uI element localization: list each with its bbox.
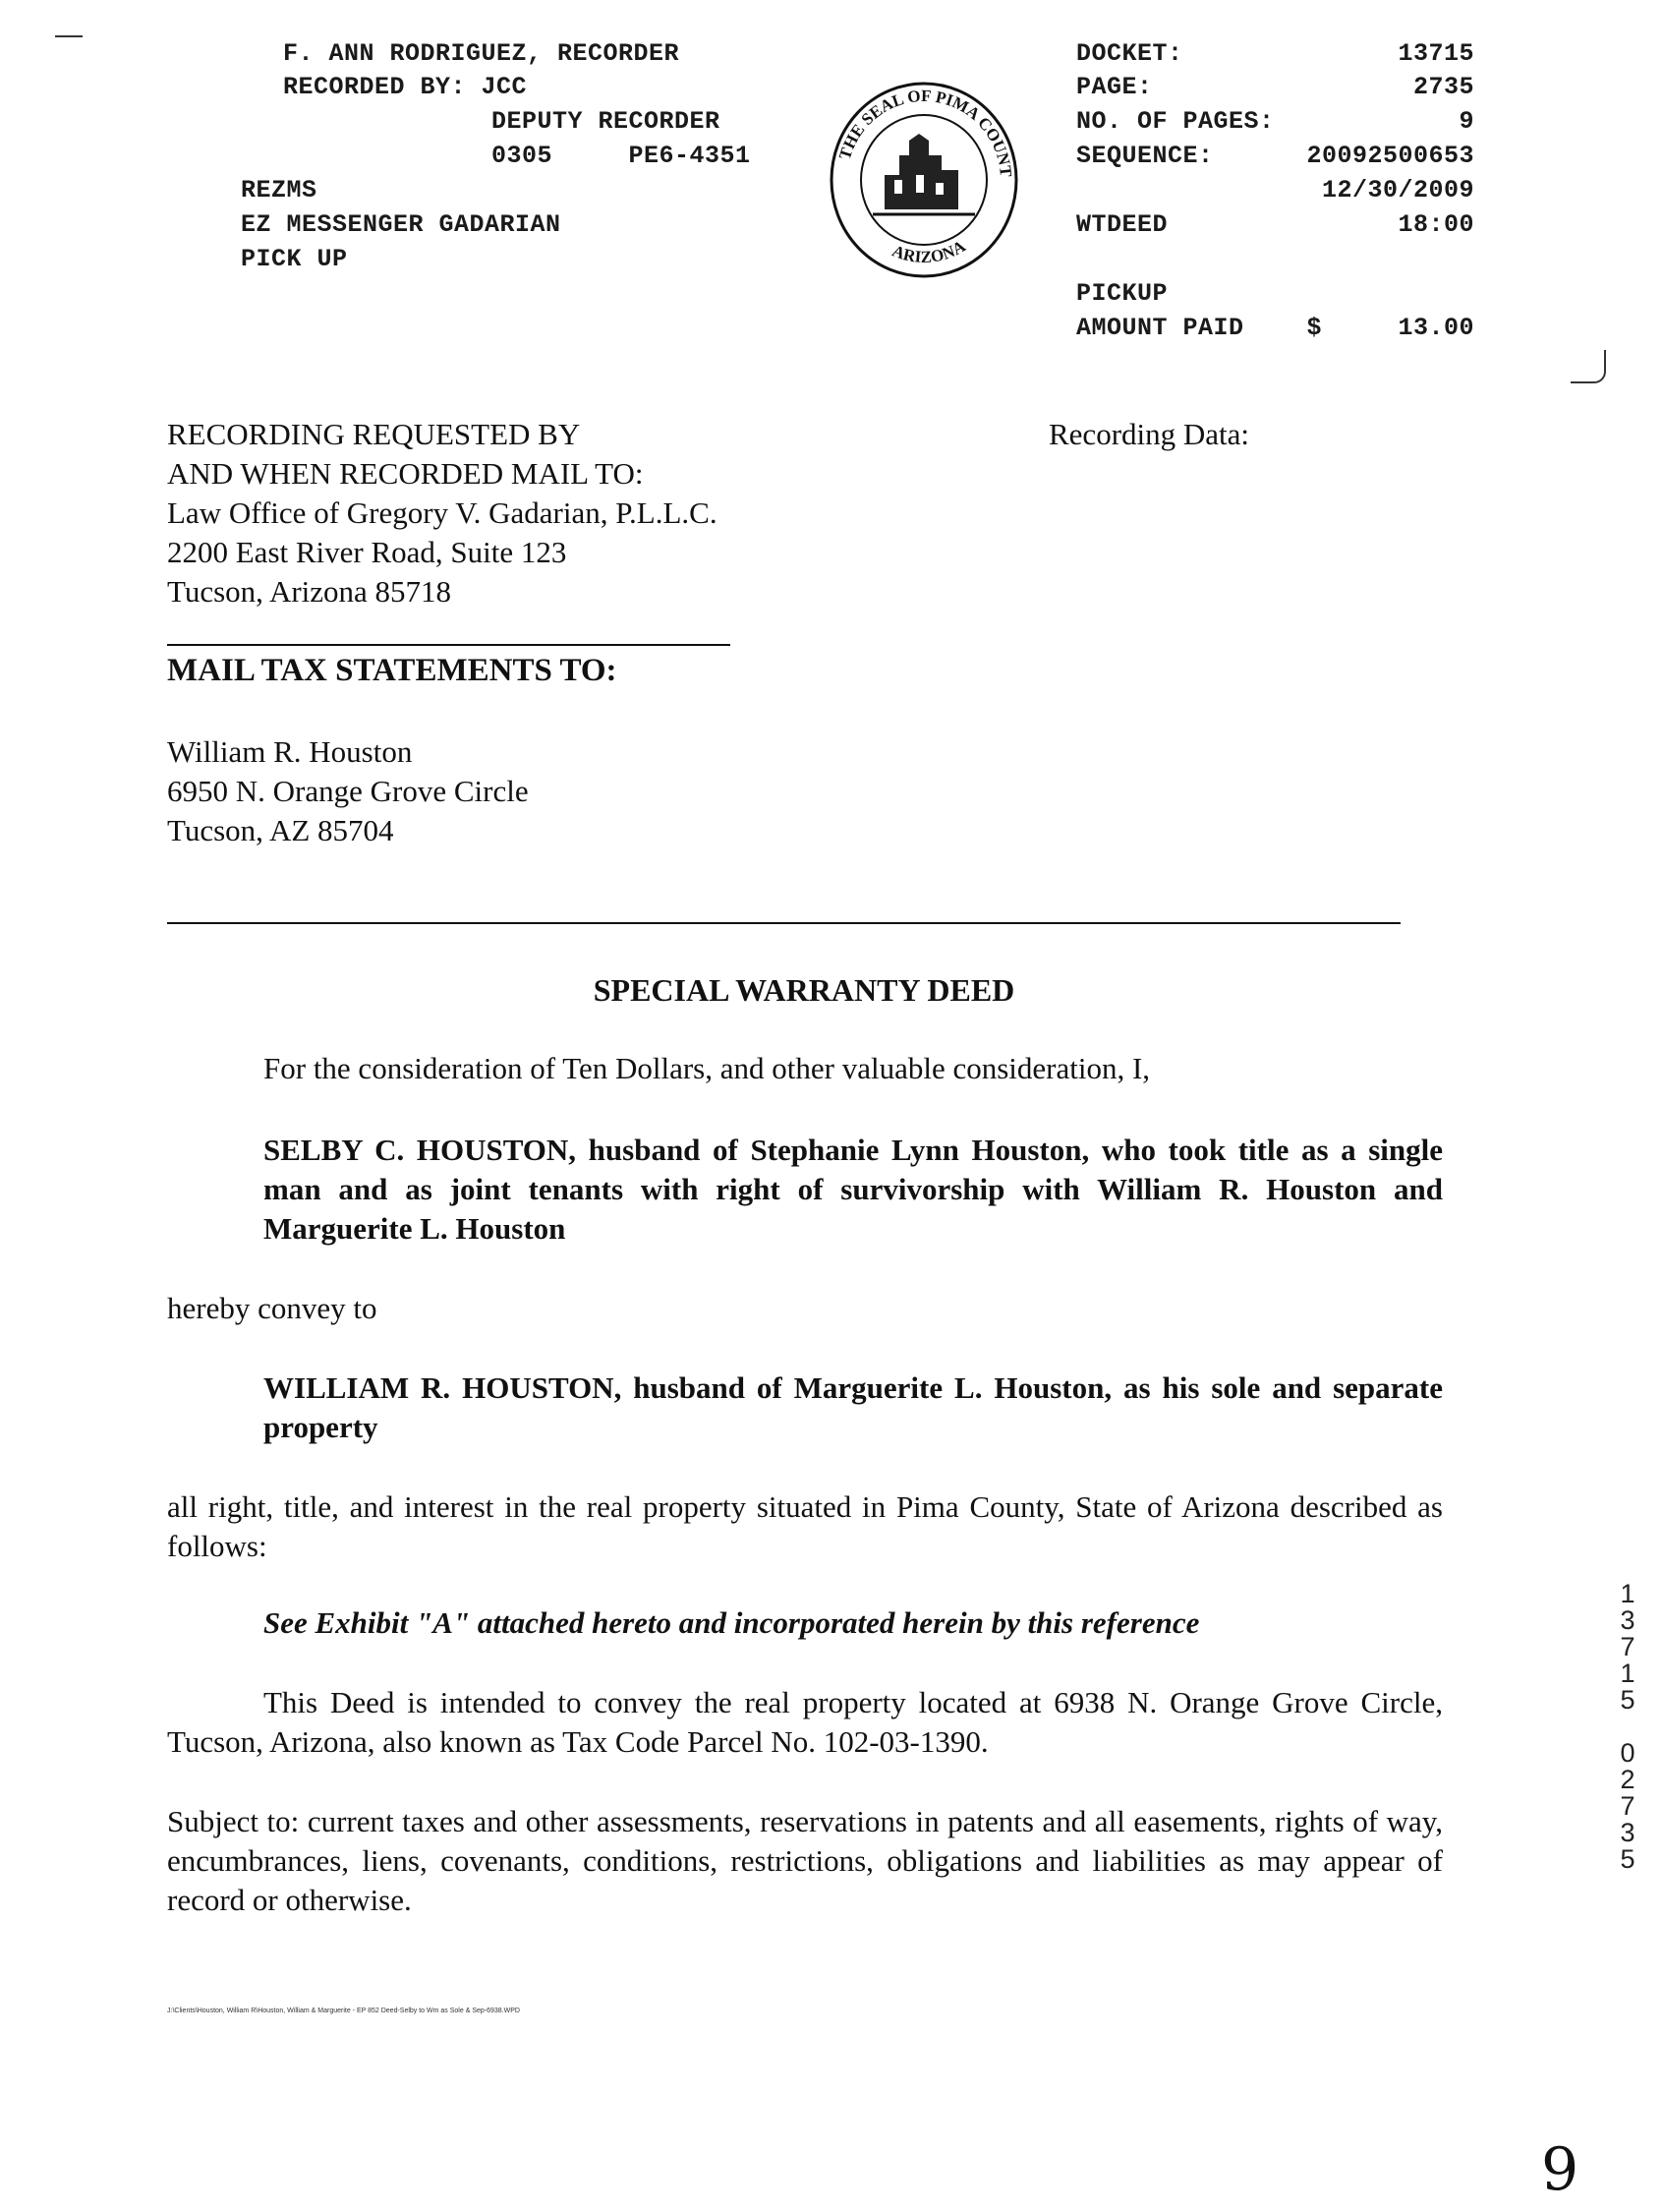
consideration-clause: For the consideration of Ten Dollars, and other valuable consideration, I, <box>263 1051 1151 1085</box>
amount-value: $ 13.00 <box>1306 314 1474 342</box>
pickup-label: PICKUP <box>1076 279 1169 308</box>
margin-docket-digit: 3 <box>1620 1818 1635 1847</box>
county-seal <box>826 77 1022 283</box>
rezms-line: REZMS <box>241 176 317 204</box>
margin-mark <box>55 35 83 37</box>
margin-docket-digit: 2 <box>1620 1765 1635 1794</box>
subject-to-clause: Subject to: current taxes and other assessments, reservations in patents and all easements, rights of way, encumbrances, liens, covenants, conditions, restrictions, obligations and liabilities as may appear of record or otherwise. <box>167 1804 1443 1917</box>
margin-docket-digit: 5 <box>1620 1685 1635 1715</box>
law-office-street: 2200 East River Road, Suite 123 <box>167 535 567 569</box>
margin-docket-digit: 1 <box>1620 1659 1635 1688</box>
recording-data-label: Recording Data: <box>1049 417 1250 451</box>
tax-city: Tucson, AZ 85704 <box>167 813 394 847</box>
pages-count-label: NO. OF PAGES: <box>1076 107 1275 136</box>
amount-label: AMOUNT PAID <box>1076 314 1244 342</box>
divider-short <box>167 644 730 646</box>
seal-graphic <box>826 77 1022 283</box>
docket-row <box>1076 39 1474 68</box>
property-clause: all right, title, and interest in the real property situated in Pima County, State of Arizona described as follows: <box>167 1489 1443 1563</box>
page-label: PAGE: <box>1076 73 1153 101</box>
law-office-name: Law Office of Gregory V. Gadarian, P.L.L.C. <box>167 495 717 530</box>
messenger-line: EZ MESSENGER GADARIAN <box>241 210 561 239</box>
amount-row <box>1076 314 1474 342</box>
convey-phrase: hereby convey to <box>167 1291 377 1325</box>
date-value: 12/30/2009 <box>1321 176 1474 204</box>
svg-text:THE SEAL OF PIMA COUNTY: THE SEAL OF PIMA COUNT <box>834 86 1016 178</box>
docket-label: DOCKET: <box>1076 39 1183 68</box>
pages-count-value: 9 <box>1459 107 1474 136</box>
sequence-label: SEQUENCE: <box>1076 142 1214 170</box>
law-office-city: Tucson, Arizona 85718 <box>167 574 452 609</box>
sequence-row <box>1076 142 1474 170</box>
svg-text:ARIZONA: ARIZONA <box>889 236 969 267</box>
tax-statements-heading: MAIL TAX STATEMENTS TO: <box>167 653 617 688</box>
recording-requested-line2: AND WHEN RECORDED MAIL TO: <box>167 456 644 491</box>
deputy-recorder: DEPUTY RECORDER <box>491 107 720 136</box>
doctype-label: WTDEED <box>1076 210 1169 239</box>
handwritten-page-number: 9 <box>1541 2135 1579 2204</box>
margin-docket-digit: 3 <box>1620 1605 1635 1635</box>
page-row <box>1076 73 1474 101</box>
date-row <box>1076 176 1474 204</box>
pickup-line: PICK UP <box>241 245 348 273</box>
recorder-code: 0305 PE6-4351 <box>491 142 751 170</box>
margin-docket-digit <box>1613 1714 1642 1740</box>
margin-bracket <box>1571 350 1606 383</box>
grantor-clause: SELBY C. HOUSTON, husband of Stephanie Lynn Houston, who took title as a single man and as joint tenants with right of survivorship with William R. Houston and Marguerite L. Houston <box>263 1133 1443 1246</box>
recorded-by: RECORDED BY: JCC <box>283 73 528 101</box>
time-value: 18:00 <box>1398 210 1474 239</box>
docket-value: 13715 <box>1398 39 1474 68</box>
exhibit-reference: See Exhibit "A" attached hereto and incorporated herein by this reference <box>263 1605 1200 1640</box>
margin-docket-number <box>1613 1581 1642 1873</box>
doctype-row <box>1076 210 1474 239</box>
divider-long <box>167 922 1401 924</box>
margin-docket-digit: 1 <box>1620 1579 1635 1608</box>
margin-docket-digit: 0 <box>1620 1738 1635 1768</box>
intent-clause: This Deed is intended to convey the real property located at 6938 N. Orange Grove Circle, Tucson, Arizona, also known as Tax Code Parcel No. 102-03-1390. <box>167 1685 1443 1759</box>
margin-docket-digit: 7 <box>1620 1791 1635 1821</box>
pages-count-row <box>1076 107 1474 136</box>
page-value: 2735 <box>1412 73 1474 101</box>
grantee-clause: WILLIAM R. HOUSTON, husband of Marguerite L. Houston, as his sole and separate property <box>263 1370 1443 1444</box>
margin-docket-digit: 7 <box>1620 1632 1635 1661</box>
footer-file-path: J:\Clients\Houston, William R\Houston, William & Marguerite - EP 852 Deed-Selby to Wm as Sole & Sep-6938.WPD <box>167 2008 520 2014</box>
tax-street: 6950 N. Orange Grove Circle <box>167 774 529 808</box>
tax-name: William R. Houston <box>167 734 413 769</box>
margin-docket-digit: 5 <box>1620 1844 1635 1874</box>
deed-title: SPECIAL WARRANTY DEED <box>593 972 1015 1008</box>
recording-requested-line1: RECORDING REQUESTED BY <box>167 417 581 451</box>
sequence-value: 20092500653 <box>1306 142 1474 170</box>
recorder-name: F. ANN RODRIGUEZ, RECORDER <box>283 39 680 68</box>
pickup-row <box>1076 279 1474 308</box>
